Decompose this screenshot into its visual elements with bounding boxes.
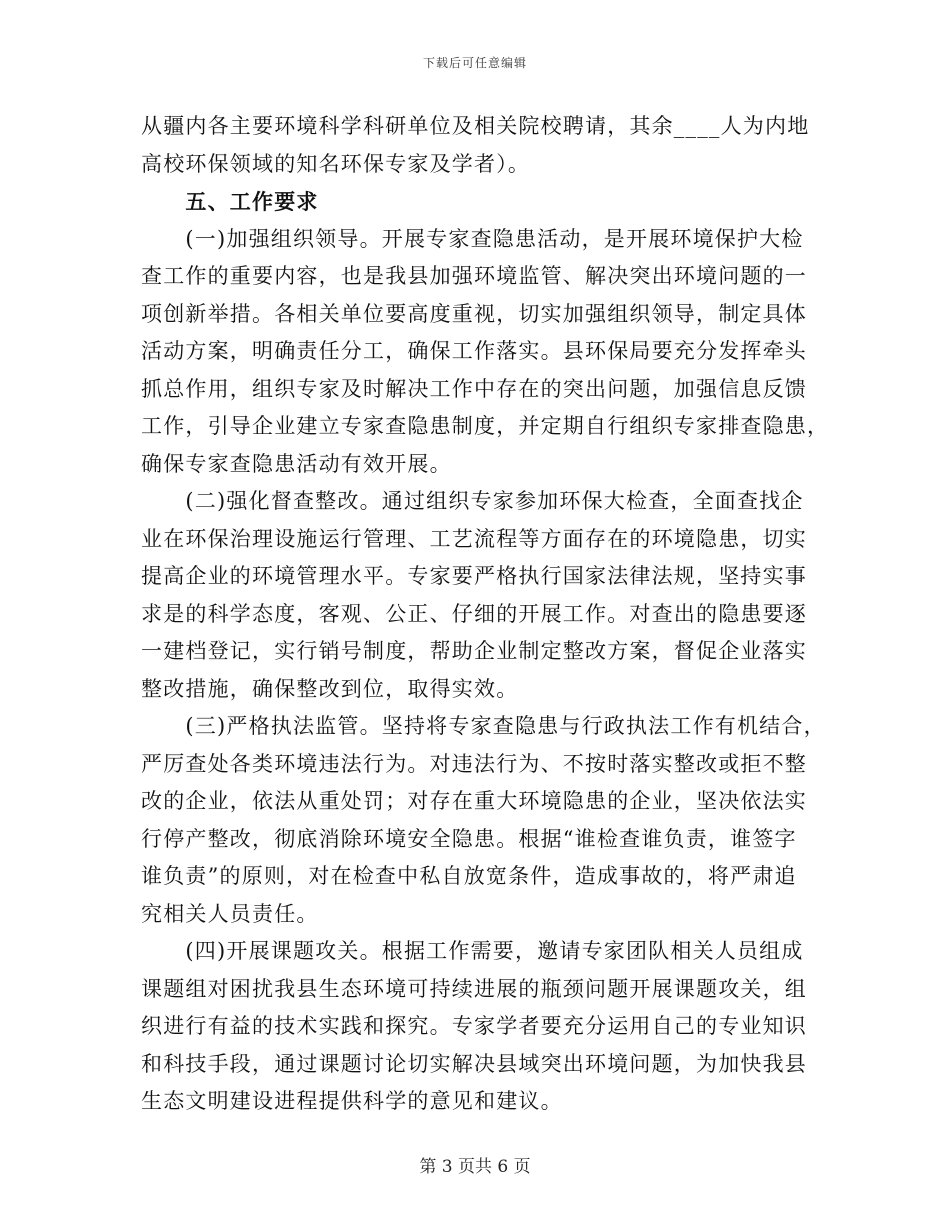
body-line: 求是的科学态度，客观、公正、仔细的开展工作。对查出的隐患要逐 bbox=[141, 601, 807, 626]
body-line: 从疆内各主要环境科学科研单位及相关院校聘请，其余____人为内地 bbox=[141, 114, 810, 138]
body-line: 项创新举措。各相关单位要高度重视，切实加强组织领导，制定具体 bbox=[141, 301, 807, 326]
body-line: 改的企业，依法从重处罚；对存在重大环境隐患的企业，坚决依法实 bbox=[141, 789, 807, 813]
page-number: 第 3 页共 6 页 bbox=[419, 1157, 531, 1177]
body-line: 确保专家查隐患活动有效开展。 bbox=[141, 451, 452, 476]
body-line: 查工作的重要内容，也是我县加强环境监管、解决突出环境问题的一 bbox=[141, 264, 807, 288]
body-line: 织进行有益的技术实践和探究。专家学者要充分运用自己的专业知识 bbox=[141, 1014, 807, 1038]
body-line: 整改措施，确保整改到位，取得实效。 bbox=[141, 676, 519, 701]
body-line: 谁负责”的原则，对在检查中私自放宽条件，造成事故的，将严肃追 bbox=[141, 864, 797, 888]
body-line: (四)开展课题攻关。根据工作需要，邀请专家团队相关人员组成 bbox=[141, 939, 804, 963]
document-body bbox=[141, 108, 830, 1121]
body-line: 行停产整改，彻底消除环境安全隐患。根据“谁检查谁负责，谁签字 bbox=[141, 826, 797, 851]
body-line: 业在环保治理设施运行管理、工艺流程等方面存在的环境隐患，切实 bbox=[141, 526, 807, 551]
body-line: 一建档登记，实行销号制度，帮助企业制定整改方案，督促企业落实 bbox=[141, 639, 807, 663]
body-line: 抓总作用，组织专家及时解决工作中存在的突出问题，加强信息反馈 bbox=[141, 376, 807, 401]
body-line: 高校环保领域的知名环保专家及学者）。 bbox=[141, 151, 531, 176]
body-line: 严厉查处各类环境违法行为。对违法行为、不按时落实整改或拒不整 bbox=[141, 751, 807, 776]
section-heading: 五、工作要求 bbox=[141, 189, 319, 214]
body-line: 课题组对困扰我县生态环境可持续进展的瓶颈问题开展课题攻关，组 bbox=[141, 976, 807, 1001]
body-line: 和科技手段，通过课题讨论切实解决县域突出环境问题，为加快我县 bbox=[141, 1051, 807, 1076]
body-line: 究相关人员责任。 bbox=[141, 901, 319, 926]
body-line: 工作，引导企业建立专家查隐患制度，并定期自行组织专家排查隐患， bbox=[141, 414, 830, 438]
body-line: (一)加强组织领导。开展专家查隐患活动，是开展环境保护大检 bbox=[141, 226, 804, 251]
page-header: 下载后可任意编辑 bbox=[422, 56, 527, 70]
body-line: 活动方案，明确责任分工，确保工作落实。县环保局要充分发挥牵头 bbox=[141, 339, 807, 363]
body-line: 生态文明建设进程提供科学的意见和建议。 bbox=[141, 1089, 563, 1113]
body-line: (二)强化督查整改。通过组织专家参加环保大检查，全面查找企 bbox=[141, 489, 804, 513]
body-line: 提高企业的环境管理水平。专家要严格执行国家法律法规，坚持实事 bbox=[141, 564, 807, 588]
body-line: (三)严格执法监管。坚持将专家查隐患与行政执法工作有机结合， bbox=[141, 714, 826, 738]
